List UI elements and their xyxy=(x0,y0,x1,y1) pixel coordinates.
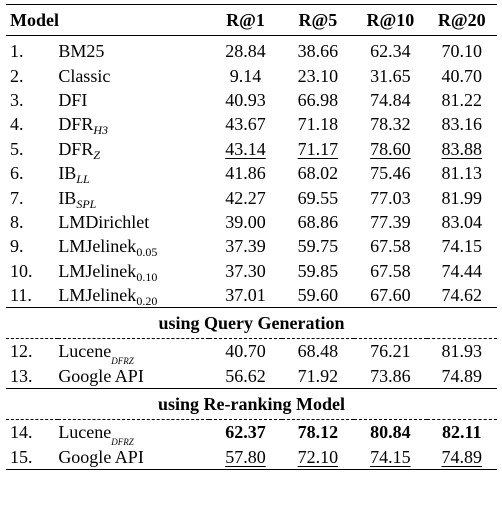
model-name-text: Classic xyxy=(58,65,111,86)
metric-cell xyxy=(427,420,497,445)
metric-cell xyxy=(282,88,354,112)
row-number: 11. xyxy=(10,285,32,306)
metric-cell xyxy=(209,364,281,389)
metric-cell xyxy=(354,444,426,469)
metric-cell xyxy=(209,210,281,234)
table-row xyxy=(6,112,497,136)
metric-value: 57.80 xyxy=(225,446,266,467)
model-name xyxy=(58,63,209,87)
model-subscript-group xyxy=(111,431,134,448)
metric-value: 28.84 xyxy=(225,41,266,62)
metric-cell xyxy=(427,137,497,161)
table-row xyxy=(6,36,497,64)
row-number: 10. xyxy=(10,260,33,281)
results-table xyxy=(6,4,497,470)
metric-cell xyxy=(427,283,497,308)
metric-cell xyxy=(354,339,426,364)
metric-value: 59.85 xyxy=(297,260,339,281)
model-name xyxy=(58,137,209,161)
metric-cell xyxy=(209,185,281,209)
table-row xyxy=(6,444,497,469)
row-number: 9. xyxy=(10,236,24,257)
model-name-text: BM25 xyxy=(58,41,105,62)
model-subscript-group xyxy=(111,350,134,367)
model-name-text: LMJelinek xyxy=(58,260,137,281)
metric-value: 83.88 xyxy=(441,138,483,159)
metric-cell xyxy=(354,364,426,389)
metric-value: 75.46 xyxy=(370,163,411,184)
metric-cell xyxy=(282,259,354,283)
metric-cell xyxy=(354,161,426,185)
metric-cell xyxy=(427,234,497,258)
metric-value: 68.48 xyxy=(297,341,339,362)
row-number: 12. xyxy=(10,341,33,362)
metric-cell xyxy=(209,137,281,161)
metric-value: 77.03 xyxy=(370,187,411,208)
metric-cell xyxy=(282,444,354,469)
metric-cell xyxy=(427,210,497,234)
model-name-text: DFR xyxy=(58,138,94,159)
header-row xyxy=(6,5,497,36)
metric-value: 62.34 xyxy=(370,41,411,62)
model-name-text: Google API xyxy=(58,446,144,467)
metric-value: 59.75 xyxy=(297,236,339,257)
model-subscript: SPL xyxy=(76,196,97,211)
table-row xyxy=(6,210,497,234)
metric-cell xyxy=(209,161,281,185)
metric-value: 81.99 xyxy=(441,187,483,208)
metric-cell xyxy=(354,36,426,64)
metric-cell xyxy=(427,88,497,112)
table-row xyxy=(6,339,497,364)
model-name xyxy=(58,161,209,185)
metric-cell xyxy=(354,137,426,161)
header-r10: R@10 xyxy=(366,10,415,30)
model-subscript: 0.10 xyxy=(136,269,158,284)
metric-cell xyxy=(282,420,354,445)
metric-value: 81.93 xyxy=(441,341,483,362)
metric-cell xyxy=(427,185,497,209)
metric-cell xyxy=(209,420,281,445)
metric-cell xyxy=(282,36,354,64)
metric-cell xyxy=(282,234,354,258)
metric-value: 70.10 xyxy=(441,41,483,62)
metric-cell xyxy=(427,63,497,87)
model-name-text: LMJelinek xyxy=(58,236,137,257)
metric-value: 72.10 xyxy=(297,446,339,467)
row-number: 3. xyxy=(10,89,24,110)
metric-value: 56.62 xyxy=(225,365,266,386)
table-body xyxy=(6,36,497,470)
row-number: 14. xyxy=(10,422,33,443)
metric-value: 23.10 xyxy=(297,65,339,86)
metric-value: 78.60 xyxy=(370,138,411,159)
metric-cell xyxy=(282,210,354,234)
metric-cell xyxy=(354,88,426,112)
metric-value: 62.37 xyxy=(225,422,266,443)
metric-value: 42.27 xyxy=(225,187,266,208)
table-row xyxy=(6,259,497,283)
metric-value: 74.84 xyxy=(370,89,411,110)
model-sub-subscript: Z xyxy=(128,437,134,448)
model-name xyxy=(58,420,209,448)
model-subscript: H3 xyxy=(93,123,108,138)
row-number: 15. xyxy=(10,446,33,467)
metric-value: 74.15 xyxy=(370,446,411,467)
metric-cell xyxy=(209,234,281,258)
metric-cell xyxy=(354,420,426,445)
metric-value: 76.21 xyxy=(370,341,411,362)
metric-cell xyxy=(209,88,281,112)
metric-cell xyxy=(209,63,281,87)
metric-value: 67.58 xyxy=(370,236,411,257)
model-name xyxy=(58,36,209,64)
model-name-text: DFR xyxy=(58,114,94,135)
model-name-text: IB xyxy=(58,187,77,208)
metric-cell xyxy=(282,185,354,209)
metric-value: 9.14 xyxy=(229,65,262,86)
model-name xyxy=(58,259,209,283)
metric-value: 78.32 xyxy=(370,114,411,135)
metric-cell xyxy=(282,63,354,87)
model-subscript: LL xyxy=(76,172,90,187)
metric-value: 81.22 xyxy=(441,89,483,110)
model-name-text: Lucene xyxy=(58,422,112,443)
metric-value: 80.84 xyxy=(370,422,411,443)
table-row xyxy=(6,234,497,258)
metric-value: 40.70 xyxy=(441,65,483,86)
model-name xyxy=(58,283,209,308)
metric-value: 71.17 xyxy=(297,138,339,159)
model-subscript: Z xyxy=(93,147,101,162)
metric-value: 39.00 xyxy=(225,211,266,232)
header-r1: R@1 xyxy=(226,10,265,30)
row-number: 1. xyxy=(10,41,24,62)
metric-value: 82.11 xyxy=(442,422,482,443)
metric-value: 78.12 xyxy=(297,422,339,443)
metric-value: 37.39 xyxy=(225,236,266,257)
metric-value: 74.89 xyxy=(441,365,483,386)
metric-cell xyxy=(209,36,281,64)
metric-cell xyxy=(354,210,426,234)
metric-cell xyxy=(209,444,281,469)
metric-cell xyxy=(427,259,497,283)
metric-value: 73.86 xyxy=(370,365,411,386)
table-row xyxy=(6,63,497,87)
metric-value: 37.30 xyxy=(225,260,266,281)
row-number: 4. xyxy=(10,114,24,135)
metric-cell xyxy=(209,259,281,283)
metric-cell xyxy=(354,259,426,283)
metric-cell xyxy=(282,137,354,161)
metric-cell xyxy=(209,283,281,308)
metric-value: 74.15 xyxy=(441,236,483,257)
metric-value: 66.98 xyxy=(297,89,339,110)
metric-value: 43.14 xyxy=(225,138,266,159)
metric-cell xyxy=(282,339,354,364)
metric-value: 43.67 xyxy=(225,114,266,135)
metric-value: 71.18 xyxy=(297,114,339,135)
metric-cell xyxy=(282,161,354,185)
metric-value: 68.02 xyxy=(297,163,339,184)
metric-cell xyxy=(209,112,281,136)
metric-value: 31.65 xyxy=(370,65,411,86)
metric-value: 59.60 xyxy=(297,285,339,306)
model-name xyxy=(58,444,209,469)
metric-value: 41.86 xyxy=(225,163,266,184)
table-row xyxy=(6,185,497,209)
metric-value: 83.04 xyxy=(441,211,483,232)
metric-cell xyxy=(354,185,426,209)
table-row xyxy=(6,283,497,308)
metric-cell xyxy=(282,283,354,308)
model-sub-subscript: Z xyxy=(128,356,134,367)
metric-value: 74.44 xyxy=(441,260,483,281)
model-name xyxy=(58,234,209,258)
metric-cell xyxy=(427,161,497,185)
row-number: 8. xyxy=(10,211,24,232)
metric-value: 83.16 xyxy=(441,114,483,135)
metric-value: 40.93 xyxy=(225,89,266,110)
metric-cell xyxy=(354,234,426,258)
section-title: using Query Generation xyxy=(158,313,345,334)
model-name xyxy=(58,112,209,136)
model-name-text: LMJelinek xyxy=(58,285,137,306)
metric-value: 68.86 xyxy=(297,211,339,232)
section-header-row xyxy=(6,308,497,339)
table-row xyxy=(6,420,497,445)
model-name-text: DFI xyxy=(58,89,88,110)
row-number: 7. xyxy=(10,187,24,208)
model-name-text: LMDirichlet xyxy=(58,211,150,232)
model-name xyxy=(58,210,209,234)
header-r5: R@5 xyxy=(298,10,338,30)
table-row xyxy=(6,364,497,389)
metric-value: 67.60 xyxy=(370,285,411,306)
header-model: Model xyxy=(10,10,59,30)
metric-cell xyxy=(354,63,426,87)
metric-value: 38.66 xyxy=(297,41,339,62)
metric-cell xyxy=(427,364,497,389)
row-number: 6. xyxy=(10,163,24,184)
metric-value: 71.92 xyxy=(297,365,339,386)
metric-cell xyxy=(209,339,281,364)
metric-cell xyxy=(427,339,497,364)
row-number: 5. xyxy=(10,138,24,159)
table-row xyxy=(6,88,497,112)
model-name xyxy=(58,185,209,209)
metric-value: 40.70 xyxy=(225,341,266,362)
metric-cell xyxy=(282,112,354,136)
model-name xyxy=(58,339,209,367)
metric-value: 69.55 xyxy=(297,187,339,208)
model-name-text: IB xyxy=(58,163,77,184)
metric-cell xyxy=(427,444,497,469)
model-name xyxy=(58,364,209,389)
model-subscript: 0.05 xyxy=(136,245,158,260)
model-subscript: DFR xyxy=(111,437,129,448)
model-name-text: Google API xyxy=(58,365,144,386)
model-name-text: Lucene xyxy=(58,341,112,362)
section-title: using Re-ranking Model xyxy=(157,394,346,415)
table-row xyxy=(6,137,497,161)
metric-cell xyxy=(282,364,354,389)
row-number: 13. xyxy=(10,365,33,386)
model-name xyxy=(58,88,209,112)
section-header-row xyxy=(6,389,497,420)
row-number: 2. xyxy=(10,65,24,86)
metric-cell xyxy=(354,283,426,308)
metric-cell xyxy=(427,112,497,136)
metric-value: 74.89 xyxy=(441,446,483,467)
model-subscript: DFR xyxy=(111,356,129,367)
metric-value: 74.62 xyxy=(441,285,483,306)
metric-value: 67.58 xyxy=(370,260,411,281)
metric-value: 81.13 xyxy=(441,163,483,184)
model-subscript: 0.20 xyxy=(136,294,158,309)
metric-value: 37.01 xyxy=(225,285,266,306)
table-row xyxy=(6,161,497,185)
metric-cell xyxy=(427,36,497,64)
header-r20: R@20 xyxy=(437,10,486,30)
metric-cell xyxy=(354,112,426,136)
metric-value: 77.39 xyxy=(370,211,411,232)
